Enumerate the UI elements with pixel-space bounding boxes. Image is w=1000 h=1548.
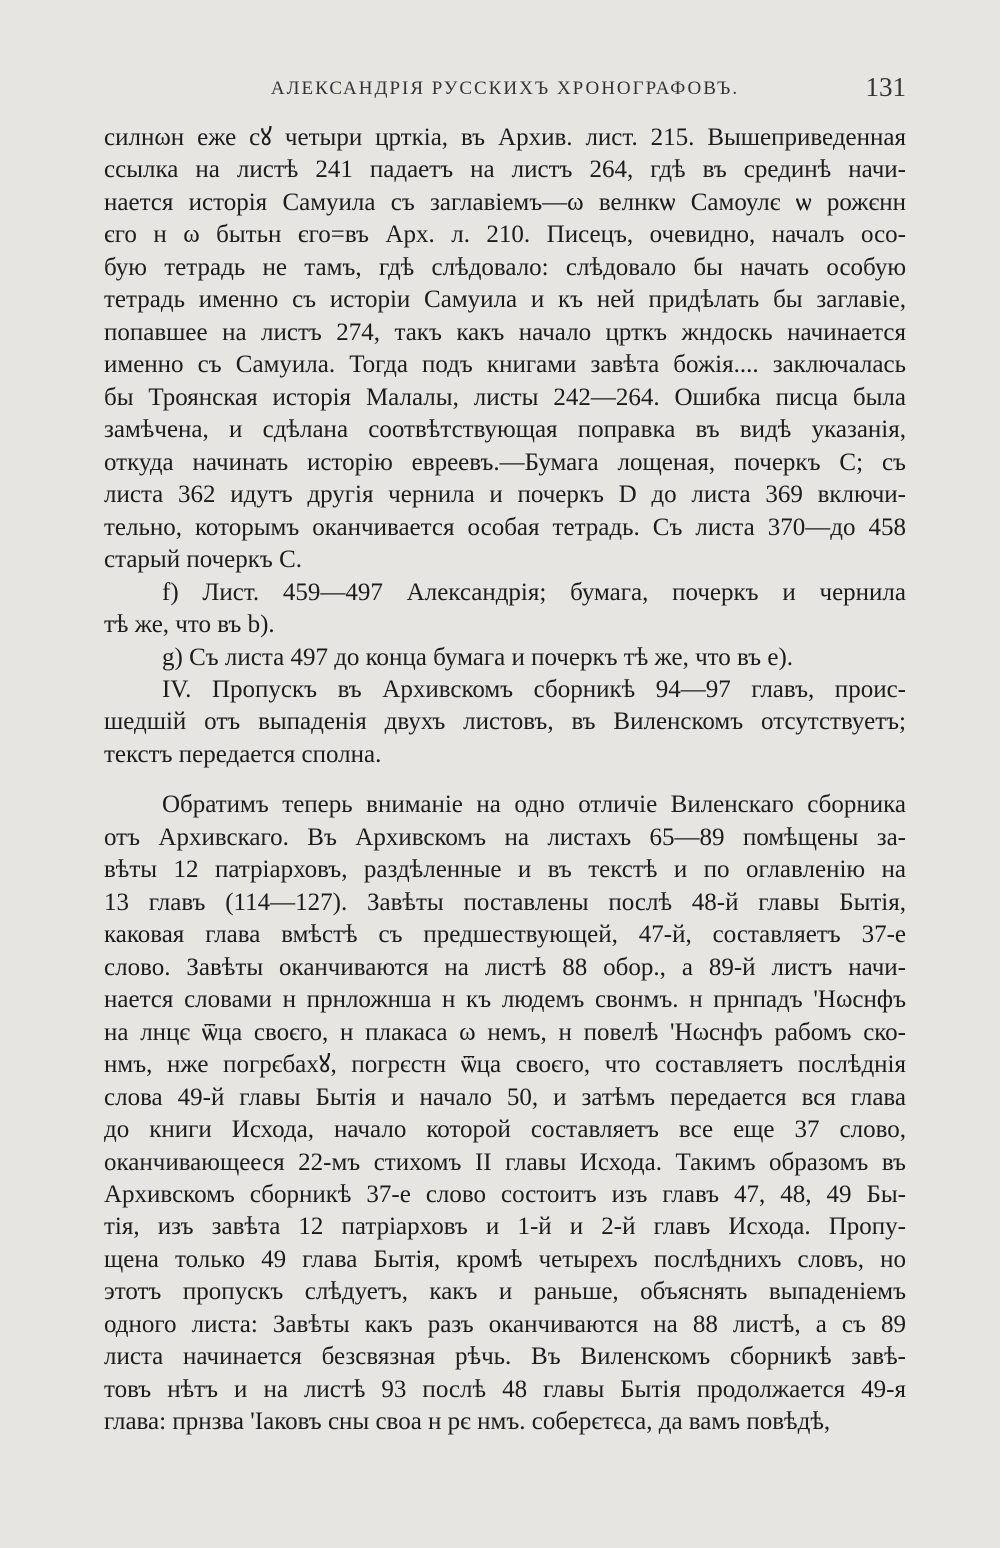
- text-line: этотъ пропускъ слѣдуетъ, какъ и раньше, объяснять выпаденіемъ: [104, 1278, 906, 1306]
- page-number: 131: [865, 72, 906, 102]
- text-line: каковая глава вмѣстѣ съ предшествующей, 47-й, составляетъ 37-е: [104, 921, 906, 949]
- text-line: силнωн еже сꙋ четыри црткіа, въ Архив. лист. 215. Вышеприведенная: [104, 124, 906, 151]
- text-line: глава: прнзва 'Іаковъ сны своа н рє нмъ. соберєтєса, да вамъ повѣдѣ,: [104, 1408, 831, 1436]
- text-line: 13 главъ (114—127). Завѣты поставлены послѣ 48-й главы Бытія,: [104, 888, 906, 916]
- text-line: f) Лист. 459—497 Александрія; бумага, почеркъ и чернила: [162, 578, 906, 606]
- text-line: нается словами н прнложнша н къ людемъ свонмъ. н прнпадъ 'Нωснфъ: [104, 986, 906, 1014]
- text-line: откуда начинать исторію евреевъ.—Бумага лощеная, почеркъ C; съ: [104, 448, 906, 476]
- text-line: ссылка на листѣ 241 падаетъ на листъ 264, гдѣ въ срединѣ начи-: [104, 156, 906, 184]
- text-line: листа начинается безсвязная рѣчь. Въ Виленскомъ сборникѣ завѣ-: [104, 1343, 906, 1371]
- paragraph: [104, 577, 906, 642]
- paragraph-gap: [104, 771, 906, 789]
- page-header: [102, 70, 908, 110]
- text-line: товъ нѣтъ и на листѣ 93 послѣ 48 главы Бытія продолжается 49-я: [104, 1375, 906, 1403]
- text-line: g) Съ листа 497 до конца бумага и почеркъ тѣ же, что въ e).: [162, 643, 794, 671]
- text-line: старый почеркъ C.: [104, 546, 302, 574]
- text-line: тельно, которымъ оканчивается особая тетрадь. Съ листа 370—до 458: [104, 513, 906, 541]
- text-line: єго н ω бытьн єго=въ Арх. л. 210. Писецъ, очевидно, началъ осо-: [104, 221, 906, 249]
- paragraph: [104, 674, 906, 771]
- text-line: слово. Завѣты оканчиваются на листѣ 88 обор., а 89-й листъ начи-: [104, 953, 906, 981]
- text-line: листа 362 идутъ другія чернила и почеркъ D до листа 369 включи-: [104, 481, 906, 509]
- paragraph: [104, 642, 906, 674]
- text-line: Архивскомъ сборникѣ 37-е слово состоитъ изъ главъ 47, 48, 49 Бы-: [104, 1181, 906, 1208]
- text-line: текстъ передается сполна.: [104, 740, 382, 768]
- running-title: АЛЕКСАНДРІЯ РУССКИХЪ ХРОНОГРАФОВЪ.: [270, 78, 740, 99]
- text-line: нается исторія Самуила съ заглавіемъ—ω велнкѡ Самоулє ѡ рожєнн: [104, 188, 906, 216]
- text-line: шедшій отъ выпаденія двухъ листовъ, въ Виленскомъ отсутствуетъ;: [104, 708, 906, 736]
- text-line: тія, изъ завѣта 12 патріарховъ и 1-й и 2-й главъ Исхода. Пропу-: [104, 1213, 906, 1241]
- text-line: замѣчена, и сдѣлана соотвѣтствующая поправка въ видѣ указанія,: [104, 416, 906, 444]
- body-text: [104, 122, 906, 1439]
- text-line: вѣты 12 патріарховъ, раздѣленные и въ текстѣ и по оглавленію на: [104, 856, 906, 884]
- text-line: бы Троянская исторія Малалы, листы 242—264. Ошибка писца была: [104, 383, 906, 411]
- text-line: одного листа: Завѣты какъ разъ оканчиваются на 88 листѣ, а съ 89: [104, 1310, 906, 1338]
- text-line: на лнцє ѿца своєго, н плакаса ω немъ, н повелѣ 'Нωснфъ рабомъ ско-: [104, 1018, 906, 1046]
- text-line: до книги Исхода, начало которой составляетъ все еще 37 слово,: [104, 1116, 906, 1144]
- text-line: именно съ Самуила. Тогда подъ книгами завѣта божія.... заключалась: [104, 351, 906, 379]
- text-line: бую тетрадь не тамъ, гдѣ слѣдовало: слѣдовало бы начать особую: [104, 253, 906, 281]
- text-line: нмъ, нже погрєбахꙋ, погрєстн ѿца своєго, что составляетъ послѣднія: [104, 1051, 906, 1079]
- text-line: тетрадь именно съ исторіи Самуила и къ ней придѣлать бы заглавіе,: [104, 286, 906, 314]
- paragraph: [104, 789, 906, 1438]
- text-line: IV. Пропускъ въ Архивскомъ сборникѣ 94—97 главъ, проис-: [162, 675, 906, 703]
- text-line: щена только 49 глава Бытія, кромѣ четырехъ послѣднихъ словъ, но: [104, 1245, 906, 1273]
- text-line: тѣ же, что въ b).: [104, 611, 275, 639]
- text-line: отъ Архивскаго. Въ Архивскомъ на листахъ 65—89 помѣщены за-: [104, 823, 906, 851]
- text-line: оканчивающееся 22-мъ стихомъ II главы Исхода. Такимъ образомъ въ: [104, 1148, 906, 1176]
- text-line: слова 49-й главы Бытія и начало 50, и затѣмъ передается вся глава: [104, 1083, 906, 1111]
- paragraph: [104, 122, 906, 577]
- text-line: Обратимъ теперь вниманіе на одно отличіе Виленскаго сборника: [162, 791, 906, 819]
- text-line: попавшее на листъ 274, такъ какъ начало црткъ жндоскь начинается: [104, 318, 906, 346]
